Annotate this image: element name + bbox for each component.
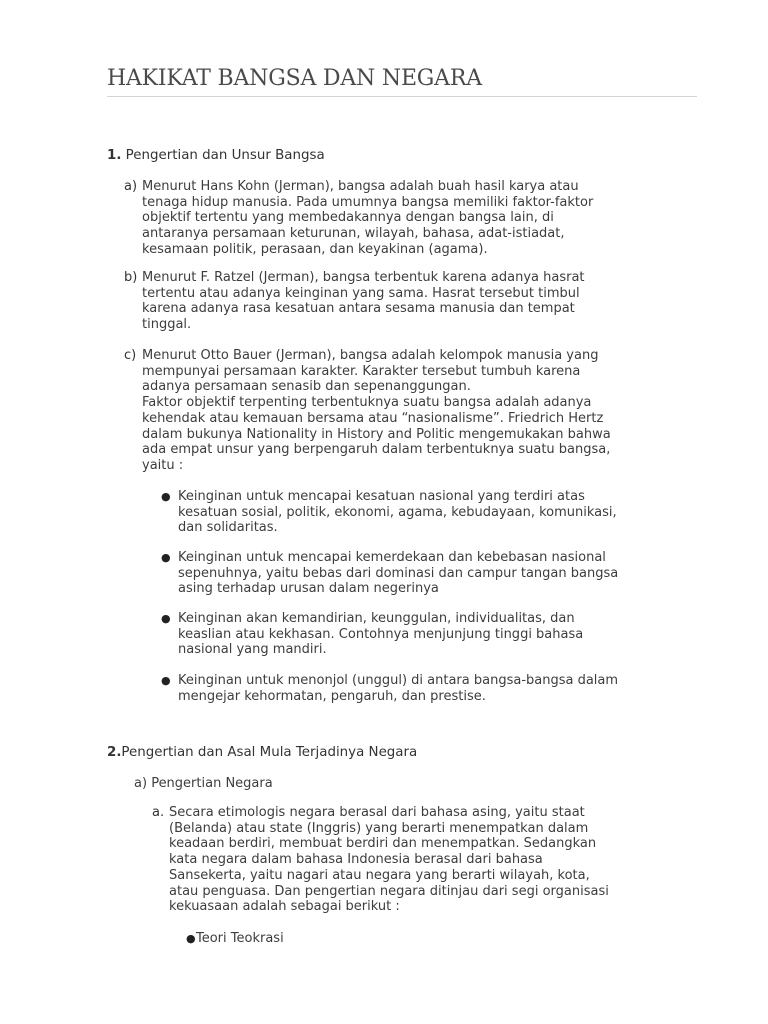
- bullet-icon: ●: [161, 490, 171, 503]
- item-text: Menurut F. Ratzel (Jerman), bangsa terbentuk karena adanya hasrat tertentu atau adanya keinginan yang sama. Hasrat tersebut timbul karena adanya rasa kesatuan antara sesama manusia dan tempat tinggal.: [142, 270, 585, 333]
- item-marker: a): [124, 179, 138, 194]
- item-marker: b): [124, 270, 138, 285]
- item-marker: a.: [152, 805, 165, 820]
- definition-item-c: [124, 348, 704, 474]
- item-text: Secara etimologis negara berasal dari bahasa asing, yaitu staat (Belanda) atau state (Inggris) yang berarti menempatkan dalam keadaan berdiri, membuat berdiri dan menempatkan. Sedangkan kata negara dalam bahasa Indonesia berasal dari bahasa Sansekerta, yaitu nagari atau negara yang berarti wilayah, kota, atau penguasa. Dan pengertian negara ditinjau dari segi organisasi kekuasaan adalah sebagai berikut :: [169, 805, 609, 915]
- definition-item-a-dot: [152, 805, 702, 915]
- section-1-heading: [107, 148, 325, 163]
- section-2-title: Pengertian dan Asal Mula Terjadinya Negara: [121, 745, 418, 760]
- definition-item-b: [124, 270, 704, 333]
- definition-item-a: [124, 179, 704, 258]
- list-item: [161, 550, 708, 597]
- list-item: [161, 673, 708, 704]
- section-2-heading: [107, 745, 417, 760]
- subsection-title: Pengertian Negara: [151, 776, 273, 791]
- bullet-icon: ●: [186, 932, 196, 945]
- section-1-title: Pengertian dan Unsur Bangsa: [125, 148, 325, 163]
- bullet-text: Keinginan untuk mencapai kemerdekaan dan kebebasan nasional sepenuhnya, yaitu bebas dari dominasi dan campur tangan bangsa asing terhadap urusan dalam negerinya: [178, 550, 619, 597]
- item-text: Menurut Hans Kohn (Jerman), bangsa adalah buah hasil karya atau tenaga hidup manusia. Pada umumnya bangsa memiliki faktor-faktor objektif tertentu yang membedakannya dengan bangsa lain, di antaranya persamaan keturunan, wilayah, bahasa, adat-istiadat, kesamaan politik, perasaan, dan keyakinan (agama).: [142, 179, 594, 257]
- list-item: [186, 931, 496, 947]
- bullet-text: Keinginan akan kemandirian, keunggulan, individualitas, dan keaslian atau kekhasan. Contohnya menjunjung tinggi bahasa nasional yang mandiri.: [178, 611, 584, 658]
- list-item: [161, 611, 708, 658]
- bullet-icon: ●: [161, 612, 171, 625]
- bullet-text: Teori Teokrasi: [196, 931, 284, 946]
- bullet-icon: ●: [161, 674, 171, 687]
- bullet-icon: ●: [161, 551, 171, 564]
- section-1-number: 1.: [107, 148, 122, 163]
- section-2-number: 2.: [107, 745, 122, 760]
- bullet-text: Keinginan untuk mencapai kesatuan nasional yang terdiri atas kesatuan sosial, politik, ekonomi, agama, kebudayaan, komunikasi, dan solidaritas.: [178, 489, 617, 536]
- item-marker: c): [124, 348, 137, 363]
- page-title: HAKIKAT BANGSA DAN NEGARA: [107, 66, 697, 97]
- list-item: [161, 489, 708, 536]
- subsection-marker: a): [134, 776, 148, 791]
- item-text: Menurut Otto Bauer (Jerman), bangsa adalah kelompok manusia yang mempunyai persamaan karakter. Karakter tersebut tumbuh karena adanya persamaan senasib dan sepenanggungan. Faktor objektif terpenting terbentuknya suatu bangsa adalah adanya kehendak atau kemauan bersama atau “nasionalisme”. Friedrich Hertz dalam bukunya Nationality in History and Politic mengemukakan bahwa ada empat unsur yang berpengaruh dalam terbentuknya suatu bangsa, yaitu :: [142, 348, 611, 473]
- subsection-heading: [134, 776, 534, 792]
- bullet-text: Keinginan untuk menonjol (unggul) di antara bangsa-bangsa dalam mengejar kehormatan, pengaruh, dan prestise.: [178, 673, 619, 704]
